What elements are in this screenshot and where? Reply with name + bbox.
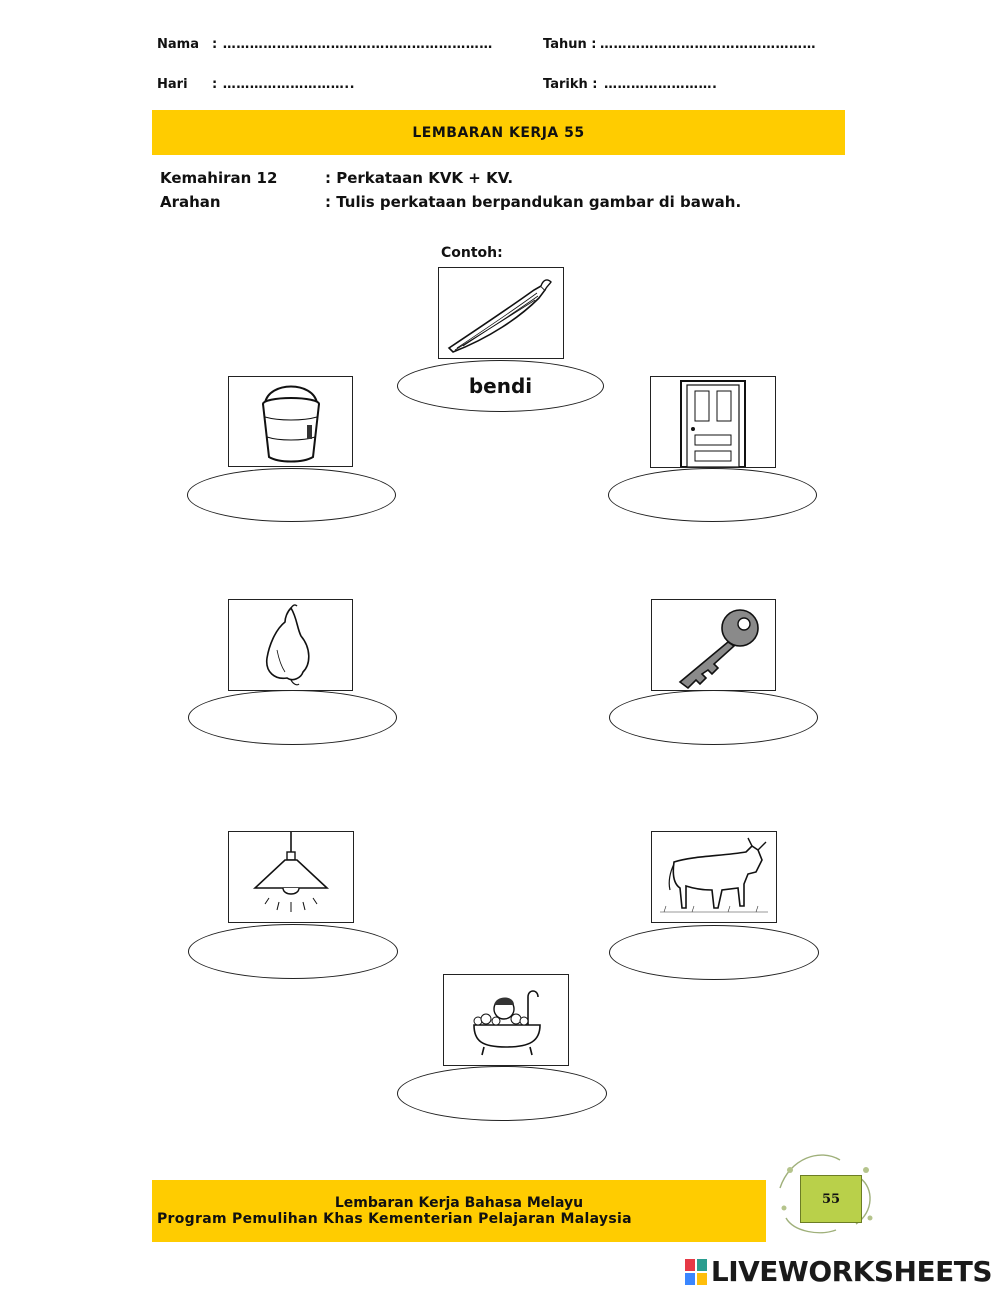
- bucket-answer-input[interactable]: [217, 484, 366, 507]
- bath-icon: [444, 975, 568, 1065]
- answer-oval[interactable]: [608, 468, 817, 522]
- direction-label: Arahan: [160, 193, 221, 211]
- tahun-label: Tahun :: [543, 37, 597, 52]
- door-picture: [650, 376, 776, 468]
- answer-oval[interactable]: [609, 690, 818, 745]
- bucket-picture: [228, 376, 353, 467]
- page-number-badge: [800, 1175, 862, 1223]
- key-icon: [652, 600, 775, 690]
- footer-line-1: Lembaran Kerja Bahasa Melayu: [334, 1195, 584, 1211]
- bath-answer-input[interactable]: [427, 1082, 577, 1105]
- liveworksheets-logo[interactable]: [685, 1255, 992, 1288]
- bucket-icon: [229, 377, 352, 466]
- answer-oval[interactable]: [188, 690, 397, 745]
- key-answer-input[interactable]: [639, 706, 788, 729]
- page-number: 55: [821, 1191, 841, 1207]
- worksheet-title: LEMBARAN KERJA 55: [152, 110, 845, 155]
- example-label: Contoh:: [441, 245, 503, 261]
- nama-line: : ……………………………………………………: [212, 37, 493, 52]
- cow-answer-input[interactable]: [639, 941, 789, 964]
- pear-answer-input[interactable]: [218, 706, 367, 729]
- cow-picture: [651, 831, 777, 923]
- hari-label: Hari: [157, 77, 188, 92]
- answer-oval[interactable]: [609, 925, 819, 980]
- liveworksheets-wordmark: LIVEWORKSHEETS: [710, 1255, 992, 1288]
- cow-icon: [652, 832, 776, 922]
- tarikh-line: …………………….: [604, 77, 718, 92]
- nama-label: Nama: [157, 37, 199, 52]
- key-picture: [651, 599, 776, 691]
- lamp-icon: [229, 832, 353, 922]
- footer-line-2: Program Pemulihan Khas Kementerian Pelajaran Malaysia: [157, 1211, 632, 1227]
- okra-picture: [438, 267, 564, 359]
- pear-picture: [228, 599, 353, 691]
- door-icon: [651, 377, 775, 467]
- answer-oval[interactable]: [397, 1066, 607, 1121]
- hari-line: : ………………………..: [212, 77, 356, 92]
- liveworksheets-logo-icon: [685, 1259, 707, 1285]
- lamp-answer-input[interactable]: [218, 940, 368, 963]
- skill-label: Kemahiran 12: [160, 169, 278, 187]
- footer-banner: [152, 1180, 766, 1242]
- example-answer: bendi: [468, 374, 533, 398]
- example-answer-oval: [397, 360, 604, 412]
- direction-value: : Tulis perkataan berpandukan gambar di bawah.: [325, 193, 742, 211]
- tarikh-label: Tarikh :: [543, 77, 598, 92]
- answer-oval[interactable]: [187, 468, 396, 522]
- okra-icon: [439, 268, 563, 358]
- answer-oval[interactable]: [188, 924, 398, 979]
- tahun-line: …………………………………………: [600, 37, 816, 52]
- lamp-picture: [228, 831, 354, 923]
- skill-value: : Perkataan KVK + KV.: [325, 169, 514, 187]
- bath-picture: [443, 974, 569, 1066]
- pear-icon: [229, 600, 352, 690]
- door-answer-input[interactable]: [638, 484, 787, 507]
